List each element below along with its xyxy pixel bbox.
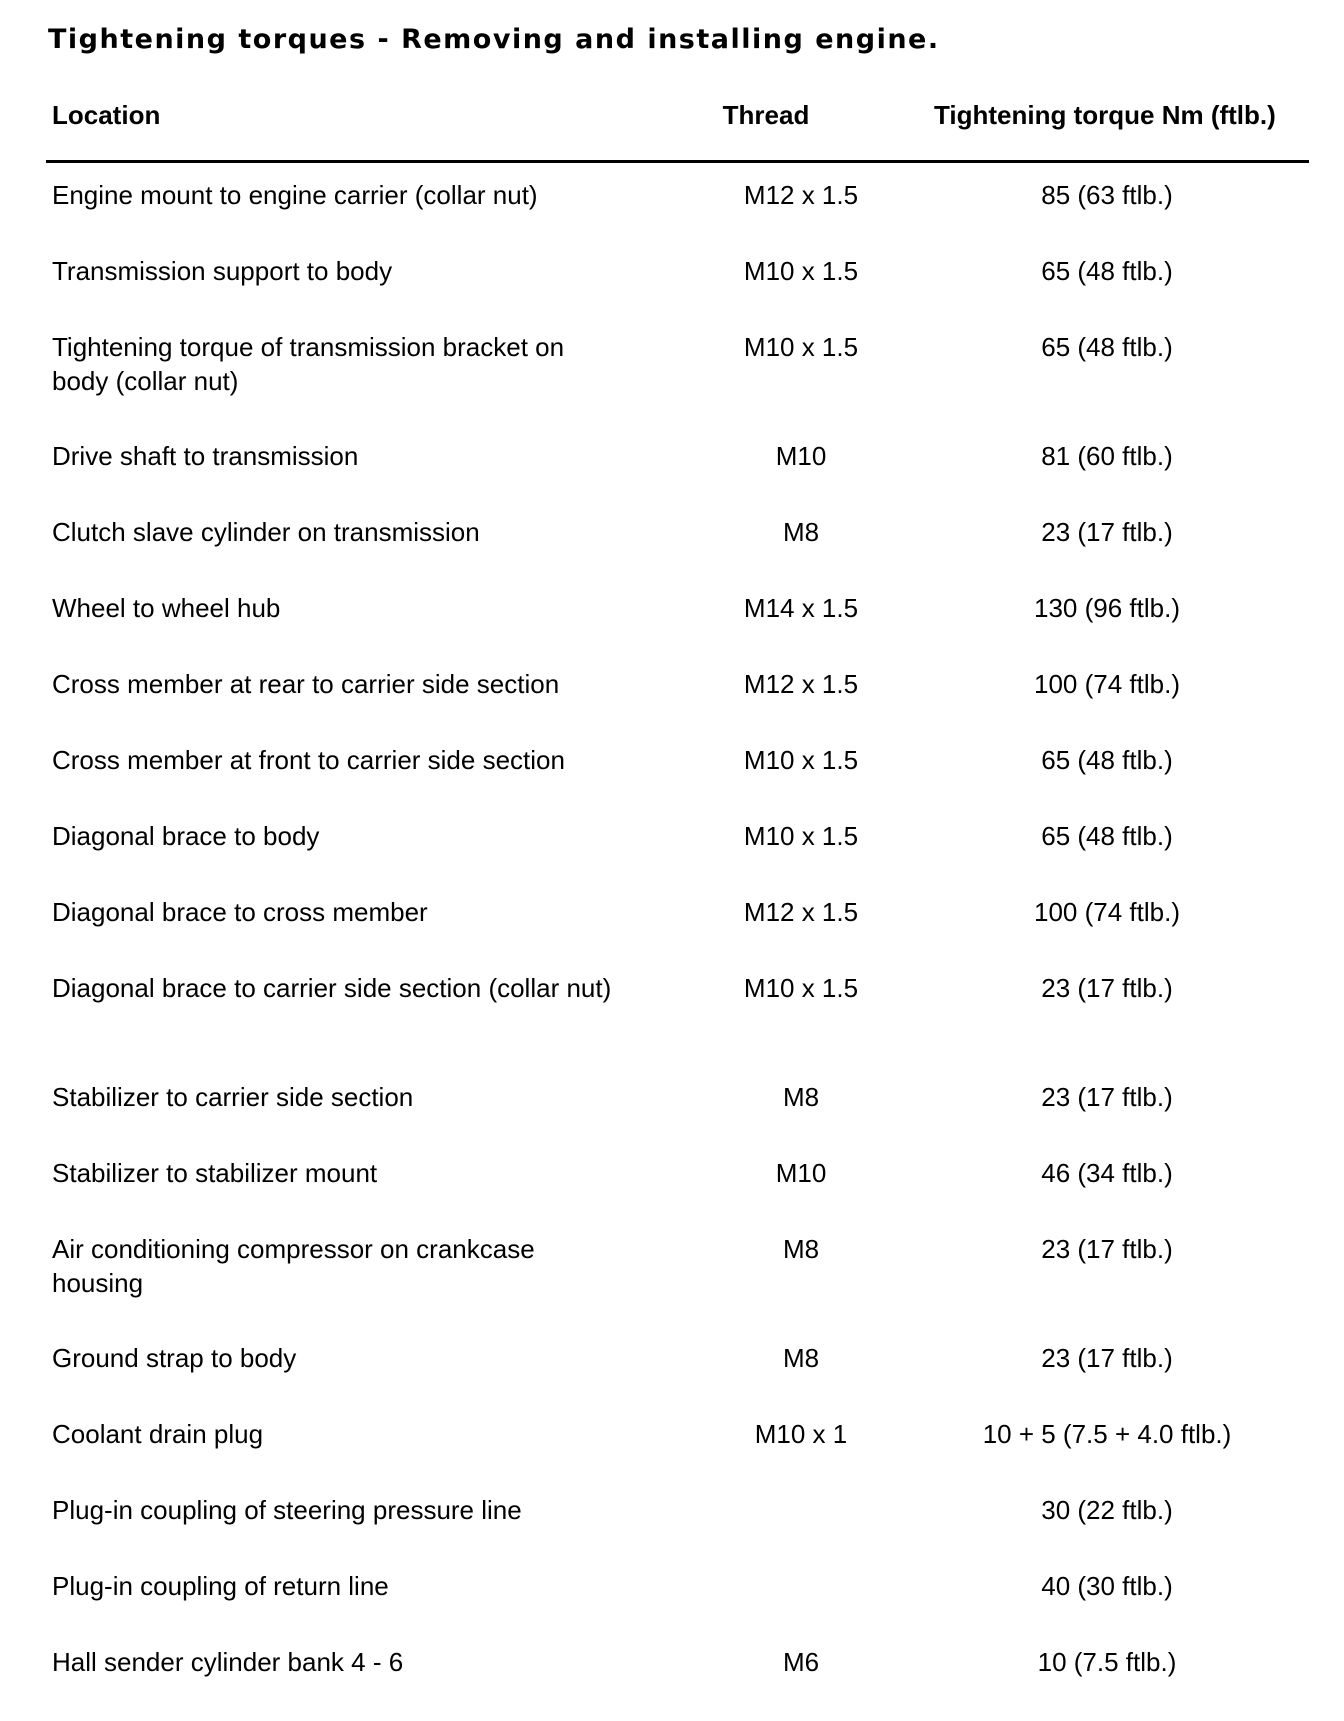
page-title: Tightening torques - Removing and installing engine.: [48, 24, 940, 55]
thread-cell: M8: [782, 1343, 820, 1373]
table-row: [46, 1341, 1310, 1417]
location-cell: Stabilizer to carrier side section: [52, 1082, 414, 1112]
torque-cell: 30 (22 ftlb.): [1041, 1495, 1173, 1525]
torque-cell: 65 (48 ftlb.): [1041, 256, 1173, 286]
thread-cell: M10 x 1: [754, 1419, 848, 1449]
torque-cell: 100 (74 ftlb.): [1034, 897, 1180, 927]
location-cell: Wheel to wheel hub: [52, 593, 281, 623]
table-header: [46, 100, 1310, 140]
thread-cell: M6: [782, 1647, 820, 1677]
table-row: [46, 330, 1310, 439]
table-row: [46, 1645, 1310, 1721]
location-cell: Coolant drain plug: [52, 1419, 264, 1449]
torque-cell: 23 (17 ftlb.): [1041, 1082, 1173, 1112]
column-header-thread: Thread: [722, 100, 810, 130]
location-cell: Stabilizer to stabilizer mount: [52, 1158, 378, 1188]
table-row: [46, 667, 1310, 743]
torque-cell: 10 + 5 (7.5 + 4.0 ftlb.): [982, 1419, 1232, 1449]
torque-cell: 23 (17 ftlb.): [1041, 517, 1173, 547]
thread-cell: M12 x 1.5: [743, 180, 859, 210]
location-cell: Air conditioning compressor on crankcase housing: [52, 1234, 535, 1298]
table-row: [46, 743, 1310, 819]
torque-cell: 10 (7.5 ftlb.): [1037, 1647, 1177, 1677]
location-cell: Drive shaft to transmission: [52, 441, 359, 471]
location-cell: Ground strap to body: [52, 1343, 297, 1373]
table-row: [46, 1493, 1310, 1569]
column-header-location: Location: [52, 100, 161, 130]
thread-cell: M12 x 1.5: [743, 669, 859, 699]
location-cell: Diagonal brace to body: [52, 821, 320, 851]
torque-cell: 23 (17 ftlb.): [1041, 973, 1173, 1003]
table-row: [46, 1156, 1310, 1232]
thread-cell: M8: [782, 517, 820, 547]
torque-cell: 100 (74 ftlb.): [1034, 669, 1180, 699]
table-row: [46, 895, 1310, 971]
torque-cell: 65 (48 ftlb.): [1041, 821, 1173, 851]
table-row: [46, 1232, 1310, 1341]
location-cell: Engine mount to engine carrier (collar nut): [52, 180, 538, 210]
location-cell: Hall sender cylinder bank 4 - 6: [52, 1647, 404, 1677]
torque-cell: 46 (34 ftlb.): [1041, 1158, 1173, 1188]
column-header-torque: Tightening torque Nm (ftlb.): [934, 100, 1276, 130]
torque-cell: 40 (30 ftlb.): [1041, 1571, 1173, 1601]
location-cell: Tightening torque of transmission bracket on body (collar nut): [52, 332, 565, 396]
thread-cell: M8: [782, 1234, 820, 1264]
torque-cell: 85 (63 ftlb.): [1041, 180, 1173, 210]
torque-cell: 130 (96 ftlb.): [1034, 593, 1180, 623]
thread-cell: M10 x 1.5: [743, 821, 859, 851]
table-row: [46, 439, 1310, 515]
torque-table: [46, 178, 1310, 1721]
torque-cell: 23 (17 ftlb.): [1041, 1234, 1173, 1264]
torque-cell: 81 (60 ftlb.): [1041, 441, 1173, 471]
thread-cell: M10 x 1.5: [743, 745, 859, 775]
thread-cell: M8: [782, 1082, 820, 1112]
location-cell: Plug-in coupling of return line: [52, 1571, 389, 1601]
torque-cell: 65 (48 ftlb.): [1041, 745, 1173, 775]
thread-cell: M10 x 1.5: [743, 973, 859, 1003]
header-divider: [46, 160, 1309, 163]
location-cell: Diagonal brace to carrier side section (collar nut): [52, 973, 612, 1003]
table-row: [46, 971, 1310, 1080]
location-cell: Cross member at front to carrier side section: [52, 745, 565, 775]
thread-cell: M10: [775, 1158, 827, 1188]
thread-cell: M10: [775, 441, 827, 471]
table-row: [46, 178, 1310, 254]
location-cell: Diagonal brace to cross member: [52, 897, 428, 927]
location-cell: Plug-in coupling of steering pressure line: [52, 1495, 522, 1525]
table-row: [46, 1080, 1310, 1156]
thread-cell: M14 x 1.5: [743, 593, 859, 623]
table-row: [46, 819, 1310, 895]
table-row: [46, 1569, 1310, 1645]
thread-cell: M10 x 1.5: [743, 256, 859, 286]
table-row: [46, 515, 1310, 591]
table-row: [46, 254, 1310, 330]
torque-cell: 23 (17 ftlb.): [1041, 1343, 1173, 1373]
table-row: [46, 591, 1310, 667]
torque-cell: 65 (48 ftlb.): [1041, 332, 1173, 362]
table-row: [46, 1417, 1310, 1493]
thread-cell: M12 x 1.5: [743, 897, 859, 927]
thread-cell: M10 x 1.5: [743, 332, 859, 362]
location-cell: Clutch slave cylinder on transmission: [52, 517, 480, 547]
location-cell: Transmission support to body: [52, 256, 393, 286]
location-cell: Cross member at rear to carrier side section: [52, 669, 560, 699]
